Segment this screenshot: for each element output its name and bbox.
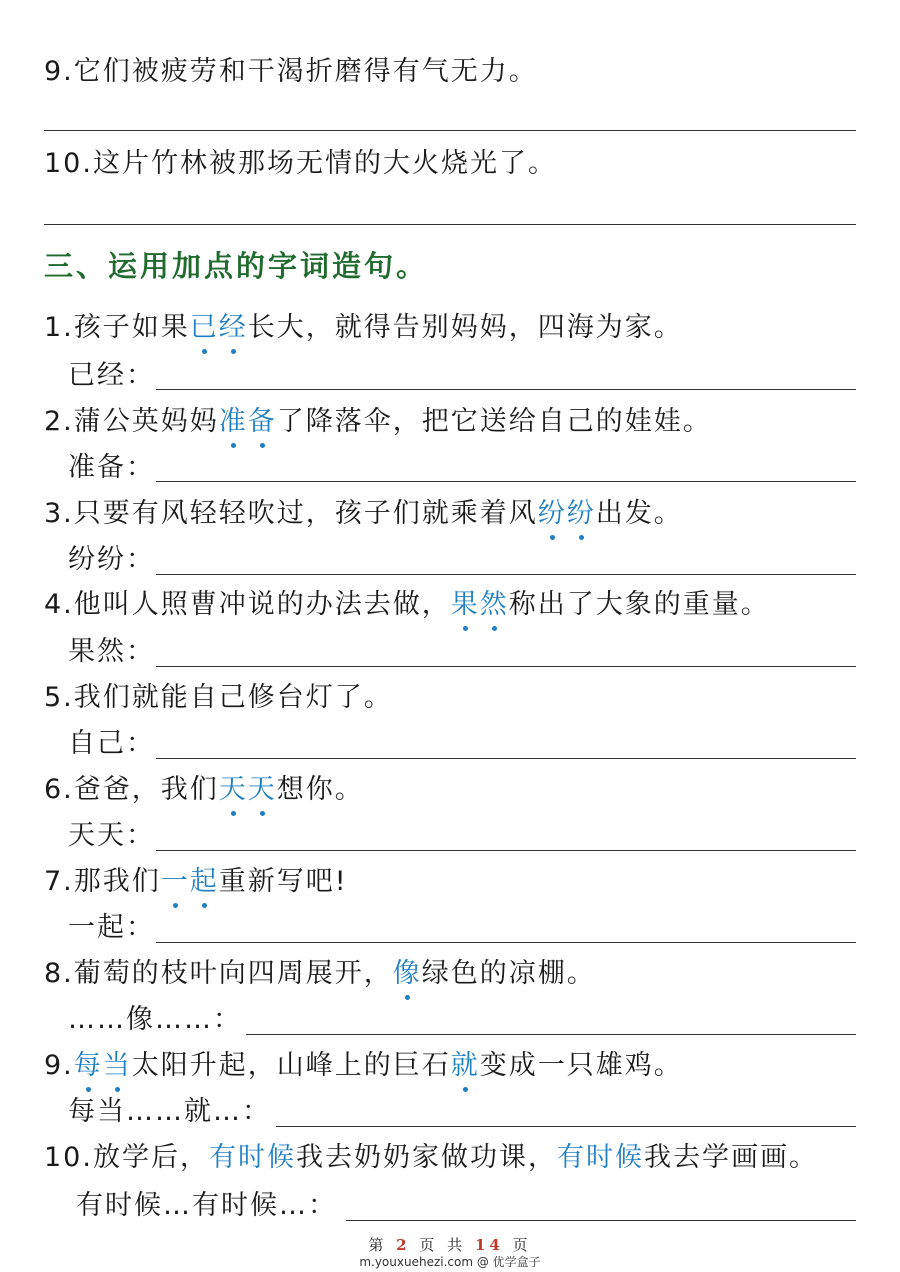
label-8: ……像……：	[68, 1004, 242, 1035]
label-6: 天天：	[68, 820, 155, 851]
answer-line-10[interactable]	[346, 1220, 856, 1221]
sentence-8: 8.葡萄的枝叶向四周展开，像绿色的凉棚。	[44, 954, 596, 994]
label-7: 一起：	[68, 912, 155, 943]
answer-line-2[interactable]	[156, 481, 856, 482]
sentence-1: 1.孩子如果已经长大，就得告别妈妈，四海为家。	[44, 308, 683, 348]
label-2: 准备：	[68, 452, 155, 483]
sentence-10: 10.放学后，有时候我去奶奶家做功课，有时候我去学画画。	[44, 1142, 818, 1173]
answer-line-7[interactable]	[156, 942, 856, 943]
sentence-3: 3.只要有风轻轻吹过，孩子们就乘着风纷纷出发。	[44, 494, 683, 534]
answer-line-6[interactable]	[156, 850, 856, 851]
page-footer: 第 2 页 共 14 页	[368, 1236, 532, 1254]
answer-line-8[interactable]	[246, 1034, 856, 1035]
label-1: 已经：	[68, 360, 155, 391]
answer-line-5[interactable]	[156, 758, 856, 759]
answer-line-3[interactable]	[156, 574, 856, 575]
section-title: 三、运用加点的字词造句。	[44, 249, 429, 283]
sentence-5: 5.我们就能自己修台灯了。	[44, 682, 393, 713]
answer-line-4[interactable]	[156, 666, 856, 667]
label-9: 每当……就…：	[68, 1096, 271, 1127]
source-watermark: m.youxuehezi.com @ 优学盒子	[359, 1255, 541, 1269]
sentence-7: 7.那我们一起重新写吧!	[44, 862, 348, 902]
question-9-part2: 9.它们被疲劳和干渴折磨得有气无力。	[44, 56, 538, 87]
label-4: 果然：	[68, 636, 155, 667]
label-10: 有时候…有时候…：	[76, 1190, 337, 1221]
sentence-4: 4.他叫人照曹冲说的办法去做，果然称出了大象的重量。	[44, 585, 770, 625]
answer-line[interactable]	[44, 224, 856, 225]
label-5: 自己：	[68, 728, 155, 759]
answer-line[interactable]	[44, 130, 856, 131]
question-10-part2: 10.这片竹林被那场无情的大火烧光了。	[44, 148, 557, 179]
label-3: 纷纷：	[68, 544, 155, 575]
answer-line-1[interactable]	[156, 389, 856, 390]
answer-line-9[interactable]	[276, 1126, 856, 1127]
sentence-6: 6.爸爸，我们天天想你。	[44, 770, 364, 810]
sentence-2: 2.蒲公英妈妈准备了降落伞，把它送给自己的娃娃。	[44, 402, 712, 442]
sentence-9: 9.每当太阳升起，山峰上的巨石就变成一只雄鸡。	[44, 1046, 683, 1086]
